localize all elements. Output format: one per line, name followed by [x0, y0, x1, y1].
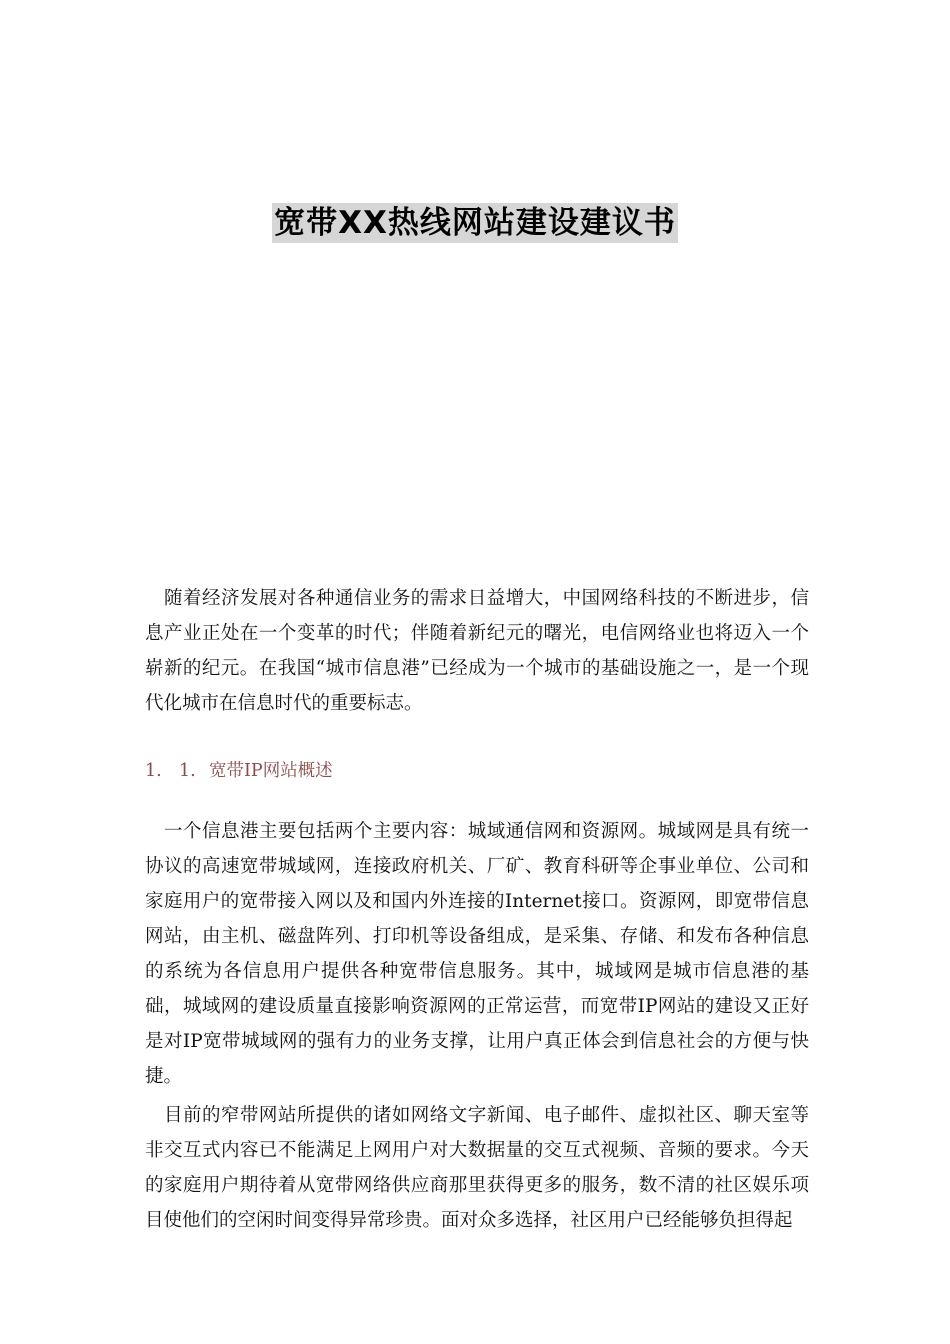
title-container — [0, 203, 950, 243]
section-heading — [145, 756, 333, 786]
document-title: 宽带XX热线网站建设建议书 — [274, 205, 676, 241]
intro-paragraph: 随着经济发展对各种通信业务的需求日益增大，中国网络科技的不断进步，信息产业正处在一个变革的时代；伴随着新纪元的曙光，电信网络业也将迈入一个崭新的纪元。在我国“城市信息港”已经成为一个城市的基础设施之一，是一个现代化城市在信息时代的重要标志。 — [145, 588, 809, 714]
body-paragraph-2: 目前的窄带网站所提供的诸如网络文字新闻、电子邮件、虚拟社区、聊天室等非交互式内容已不能满足上网用户对大数据量的交互式视频、音频的要求。今天的家庭用户期待着从宽带网络供应商那里获得更多的服务，数不清的社区娱乐项目使他们的空闲时间变得异常珍贵。面对众多选择，社区用户已经能够负担得起 — [145, 1105, 809, 1231]
body-paragraph-1: 一个信息港主要包括两个主要内容：城域通信网和资源网。城域网是具有统一协议的高速宽带城域网，连接政府机关、厂矿、教育科研等企事业单位、公司和家庭用户的宽带接入网以及和国内外连接的Internet接口。资源网，即宽带信息网站，由主机、磁盘阵列、打印机等设备组成，是采集、存储、和发布各种信息的系统为各信息用户提供各种宽带信息服务。其中，城域网是城市信息港的基础，城域网的建设质量直接影响资源网的正常运营，而宽带IP网站的建设又正好是对IP宽带城域网的强有力的业务支撑，让用户真正体会到信息社会的方便与快捷。 — [145, 821, 809, 1087]
section-heading-text: 宽带IP网站概述 — [209, 761, 333, 781]
section-number-2: 1. — [179, 761, 196, 781]
section-number-1: 1. — [145, 761, 162, 781]
